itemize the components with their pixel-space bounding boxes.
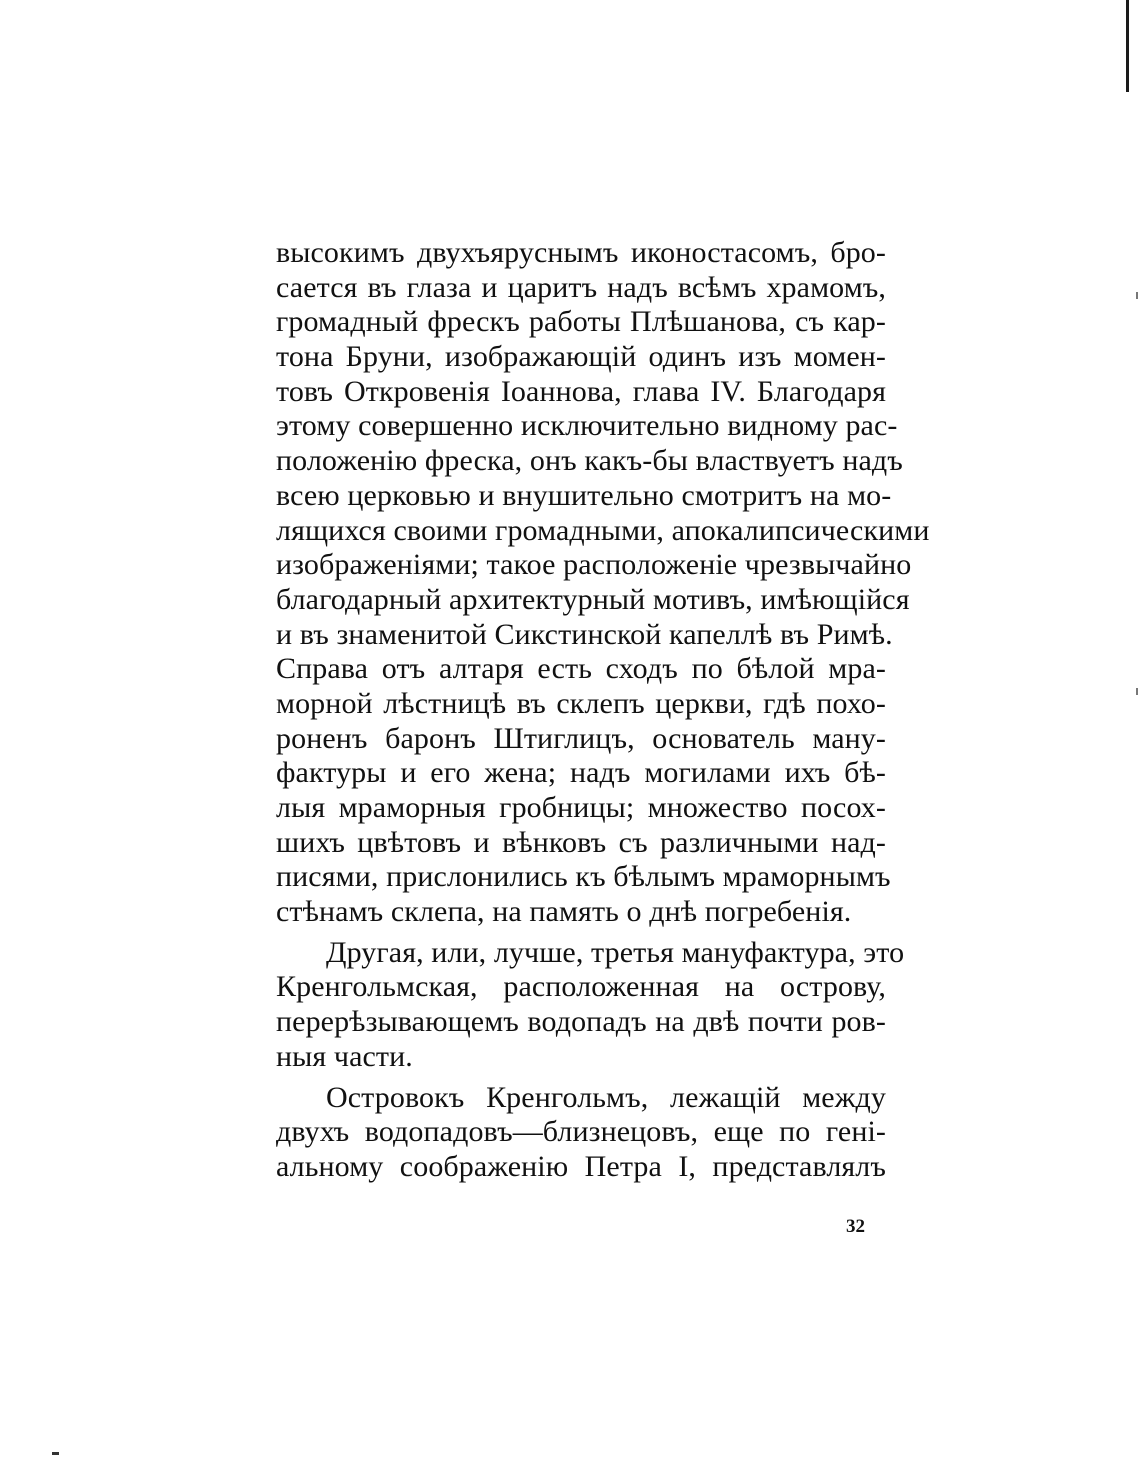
scan-mark [52,1452,59,1455]
text-line: морной лѣстницѣ въ склепъ церкви, гдѣ похо- [276,686,886,720]
text-line: шихъ цвѣтовъ и вѣнковъ съ различными над- [276,825,886,859]
text-line: благодарный архитектурный мотивъ, имѣющійся [276,582,910,616]
paragraph [276,1081,886,1185]
page-number: 32 [846,1216,865,1237]
text-line: двухъ водопадовъ—близнецовъ, еще по гені- [276,1115,886,1149]
text-line: изображеніями; такое расположеніе чрезвычайно [276,548,912,582]
text-line: перерѣзывающемъ водопадъ на двѣ почти ров- [276,1005,886,1039]
body-text [276,236,930,1185]
text-line: положенію фреска, онъ какъ-бы властвуетъ надъ [276,444,903,478]
text-line: громадный фрескъ работы Плѣшанова, съ кар- [276,305,886,339]
scan-speck [1136,292,1138,299]
paragraph [276,935,905,1075]
scan-speck [1136,688,1138,695]
text-line: роненъ баронъ Штиглицъ, основатель ману- [276,721,886,755]
text-line: Другая, или, лучше, третья мануфактура, это [326,935,905,969]
text-line: всею церковью и внушительно смотритъ на мо- [276,478,892,512]
text-line: сается въ глаза и царитъ надъ всѣмъ храмомъ, [276,270,886,304]
text-line: высокимъ двухъяруснымъ иконостасомъ, бро- [276,236,886,269]
text-line: Островокъ Кренгольмъ, лежащій между [326,1080,886,1114]
text-line: лящихся своими громадными, апокалипсическими [276,513,930,547]
scan-edge-mark [1126,0,1129,92]
text-line: Справа отъ алтаря есть сходъ по бѣлой мра- [276,652,886,686]
text-line: стѣнамъ склепа, на память о днѣ погребенія. [276,895,852,929]
text-line: ныя части. [276,1039,413,1073]
paragraph [276,236,930,930]
text-line: писями, прислонились къ бѣлымъ мраморнымъ [276,860,891,894]
text-line: товъ Откровенія Іоаннова, глава IV. Благодаря [276,374,886,408]
text-line: фактуры и его жена; надъ могилами ихъ бѣ- [276,756,886,790]
text-line: тона Бруни, изображающій одинъ изъ момен- [276,340,886,374]
text-line: этому совершенно исключительно видному рас- [276,409,898,443]
text-line: Кренгольмская, расположенная на острову, [276,970,886,1004]
text-line: и въ знаменитой Сикстинской капеллѣ въ Римѣ. [276,617,893,651]
text-line: лыя мраморныя гробницы; множество посох- [276,791,886,824]
text-line: альному соображенію Петра I, представлялъ [276,1149,886,1183]
